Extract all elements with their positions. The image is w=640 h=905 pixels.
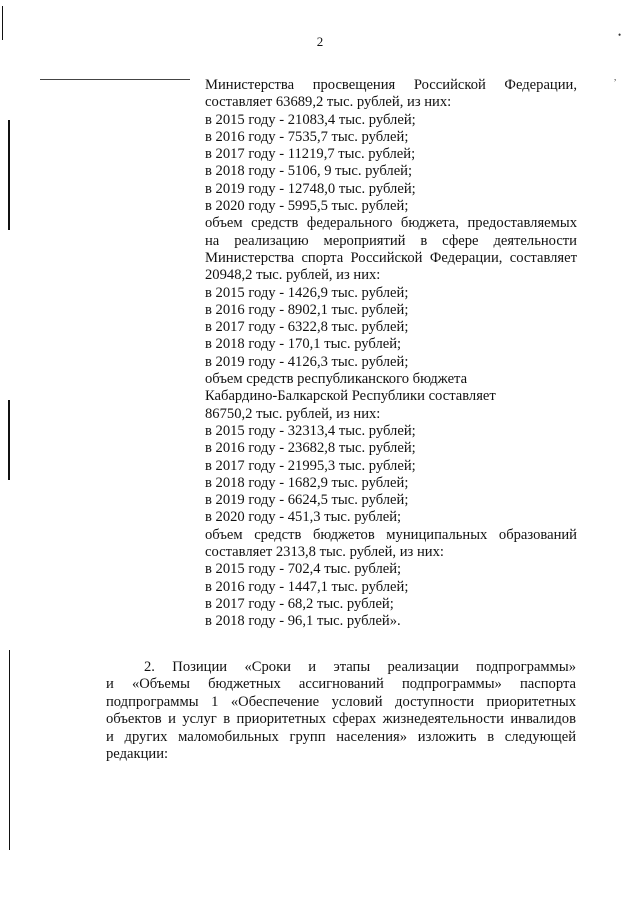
paragraph-line: подпрограммы 1 «Обеспечение условий доступности приоритетных [106,693,576,710]
text-line: 86750,2 тыс. рублей, из них: [205,405,381,422]
text-line: в 2018 году - 5106, 9 тыс. рублей; [205,163,413,180]
text-line: в 2015 году - 32313,4 тыс. рублей; [205,422,416,439]
text-line: в 2018 году - 1682,9 тыс. рублей; [205,474,409,491]
text-line: объем средств бюджетов муниципальных образований [205,526,577,543]
text-line: в 2019 году - 6624,5 тыс. рублей; [205,492,409,509]
text-line: в 2020 году - 451,3 тыс. рублей; [205,509,402,526]
text-line: в 2015 году - 21083,4 тыс. рублей; [205,111,416,128]
text-line: Кабардино-Балкарской Республики составляет [205,388,496,405]
text-line: в 2017 году - 11219,7 тыс. рублей; [205,146,416,163]
text-line: в 2018 году - 96,1 тыс. рублей». [205,613,401,630]
text-line: в 2017 году - 21995,3 тыс. рублей; [205,457,416,474]
text-line: в 2016 году - 8902,1 тыс. рублей; [205,301,409,318]
paragraph-line: и других маломобильных групп населения» изложить в следующей [106,728,576,745]
paragraph-line: 2. Позиции «Сроки и этапы реализации подпрограммы» [144,659,576,675]
scan-speck: • [618,30,622,40]
text-line: в 2017 году - 6322,8 тыс. рублей; [205,319,409,336]
text-line: в 2017 году - 68,2 тыс. рублей; [205,595,394,612]
text-line: объем средств федерального бюджета, предоставляемых [205,215,577,232]
text-line: в 2016 году - 1447,1 тыс. рублей; [205,578,409,595]
scan-speck: , [614,72,617,82]
text-line: в 2016 году - 7535,7 тыс. рублей; [205,128,409,145]
scan-dash-line [40,79,190,80]
text-line: 20948,2 тыс. рублей, из них: [205,267,381,284]
paragraph-line: объектов и услуг в приоритетных сферах жизнедеятельности инвалидов [106,711,576,728]
text-line: в 2019 году - 4126,3 тыс. рублей; [205,353,409,370]
funding-breakdown-block [205,77,577,631]
text-line: в 2015 году - 1426,9 тыс. рублей; [205,284,409,301]
text-line: в 2020 году - 5995,5 тыс. рублей; [205,198,409,215]
text-line: Министерства спорта Российской Федерации, составляет [205,249,577,266]
amendment-paragraph [106,659,576,763]
scan-margin-mark [8,120,10,230]
text-line: объем средств республиканского бюджета [205,371,468,388]
text-line: составляет 63689,2 тыс. рублей, из них: [205,94,452,111]
text-line: составляет 2313,8 тыс. рублей, из них: [205,544,444,561]
text-line: в 2016 году - 23682,8 тыс. рублей; [205,440,416,457]
text-line: Министерства просвещения Российской Федерации, [205,77,577,93]
scan-margin-mark [8,400,10,480]
text-line: на реализацию мероприятий в сфере деятельности [205,232,577,249]
paragraph-line: и «Объемы бюджетных ассигнований подпрограммы» паспорта [106,676,576,693]
text-line: в 2019 году - 12748,0 тыс. рублей; [205,180,416,197]
page-number: 2 [316,34,324,49]
text-line: в 2015 году - 702,4 тыс. рублей; [205,561,402,578]
text-line: в 2018 году - 170,1 тыс. рублей; [205,336,402,353]
scan-margin-mark [9,650,10,850]
paragraph-line: редакции: [106,746,169,763]
